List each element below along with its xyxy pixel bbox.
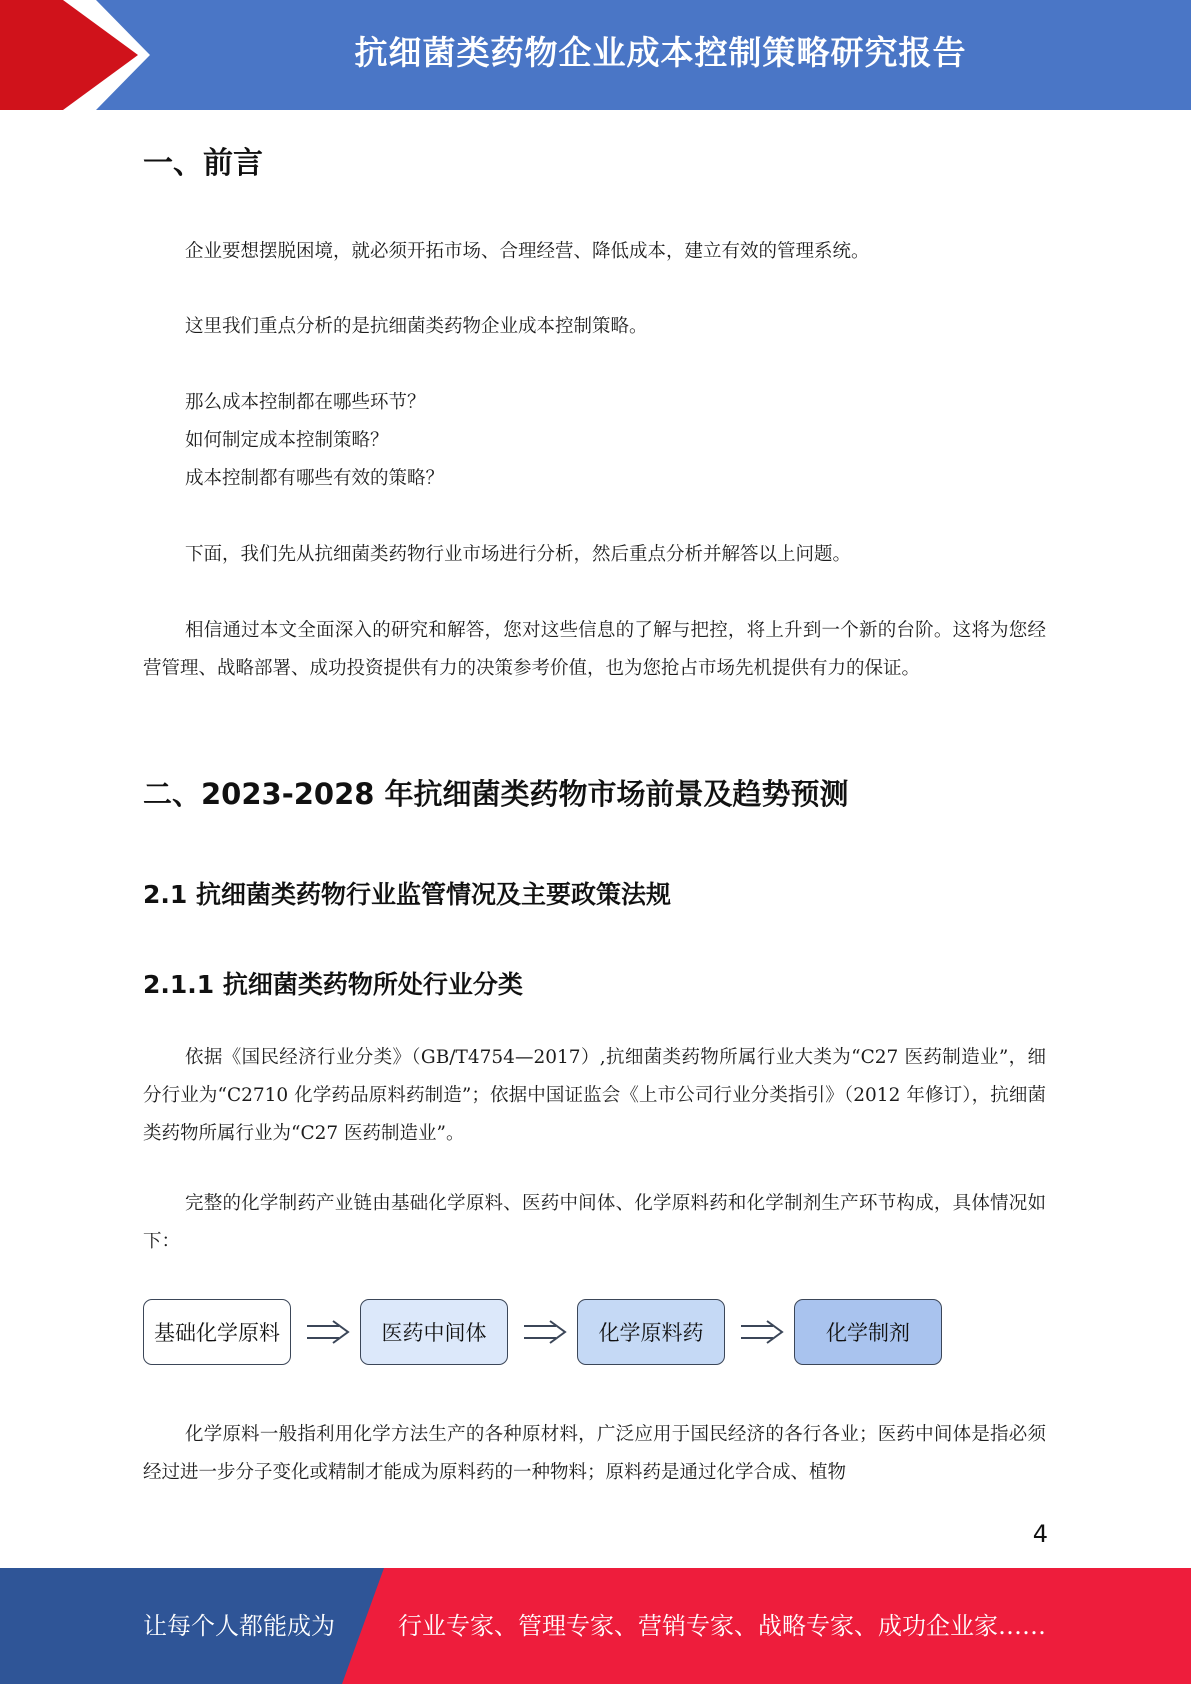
flow-step-pharma-intermediates xyxy=(360,1299,508,1365)
intro-paragraph-last: 相信通过本文全面深入的研究和解答，您对这些信息的了解与把控，将上升到一个新的台阶。这将为您经营管理、战略部署、成功投资提供有力的决策参考价值，也为您抢占市场先机提供有力的保证。 xyxy=(143,620,1046,679)
header-banner xyxy=(0,0,1191,110)
section-heading-2: 二、2023-2028 年抗细菌类药物市场前景及趋势预测 xyxy=(143,777,849,811)
flow-step-label: 化学制剂 xyxy=(826,1321,910,1345)
flow-step-label: 医药中间体 xyxy=(381,1321,487,1345)
intro-question-3: 成本控制都有哪些有效的策略？ xyxy=(185,468,445,489)
section-heading-2-1: 2.1 抗细菌类药物行业监管情况及主要政策法规 xyxy=(143,880,671,909)
intro-paragraph-1: 企业要想摆脱困境，就必须开拓市场、合理经营、降低成本，建立有效的管理系统。 xyxy=(185,241,870,262)
intro-question-2: 如何制定成本控制策略？ xyxy=(185,430,389,451)
footer-banner xyxy=(0,1568,1191,1684)
materials-detail-paragraph: 化学原料一般指利用化学方法生产的各种原材料，广泛应用于国民经济的各行各业；医药中间体是指必须经过进一步分子变化或精制才能成为原料药的一种物料；原料药是通过化学合成、植物 xyxy=(143,1424,1046,1483)
classification-paragraph: 依据《国民经济行业分类》（GB/T4754—2017）,抗细菌类药物所属行业大类为“C27 医药制造业”，细分行业为“C2710 化学药品原料药制造”；依据中国证监会《上市公司行业分类指引》（2012 年修订），抗细菌类药物所属行业为“C27 医药制造业”。 xyxy=(143,1047,1046,1144)
double-arrow-icon xyxy=(306,1319,350,1345)
intro-question-1: 那么成本控制都在哪些环节？ xyxy=(185,392,426,413)
industry-chain-paragraph: 完整的化学制药产业链由基础化学原料、医药中间体、化学原料药和化学制剂生产环节构成，具体情况如下： xyxy=(143,1193,1046,1252)
page-number: 4 xyxy=(1032,1520,1048,1548)
flow-step-chemical-preparations xyxy=(794,1299,942,1365)
report-title: 抗细菌类药物企业成本控制策略研究报告 xyxy=(354,33,967,72)
industry-chain-flow xyxy=(143,1299,963,1369)
intro-paragraph-next: 下面，我们先从抗细菌类药物行业市场进行分析，然后重点分析并解答以上问题。 xyxy=(185,544,852,565)
double-arrow-icon xyxy=(523,1319,567,1345)
flow-step-label: 基础化学原料 xyxy=(154,1321,280,1345)
intro-paragraph-2: 这里我们重点分析的是抗细菌类药物企业成本控制策略。 xyxy=(185,316,648,337)
flow-step-basic-chemicals xyxy=(143,1299,291,1365)
section-heading-2-1-1: 2.1.1 抗细菌类药物所处行业分类 xyxy=(143,970,523,999)
double-arrow-icon xyxy=(740,1319,784,1345)
footer-slogan-right: 行业专家、管理专家、营销专家、战略专家、成功企业家…… xyxy=(398,1612,1046,1640)
section-heading-intro: 一、前言 xyxy=(143,146,263,181)
flow-step-label: 化学原料药 xyxy=(598,1321,704,1345)
flow-step-api xyxy=(577,1299,725,1365)
footer-slogan-left: 让每个人都能成为 xyxy=(143,1612,335,1640)
